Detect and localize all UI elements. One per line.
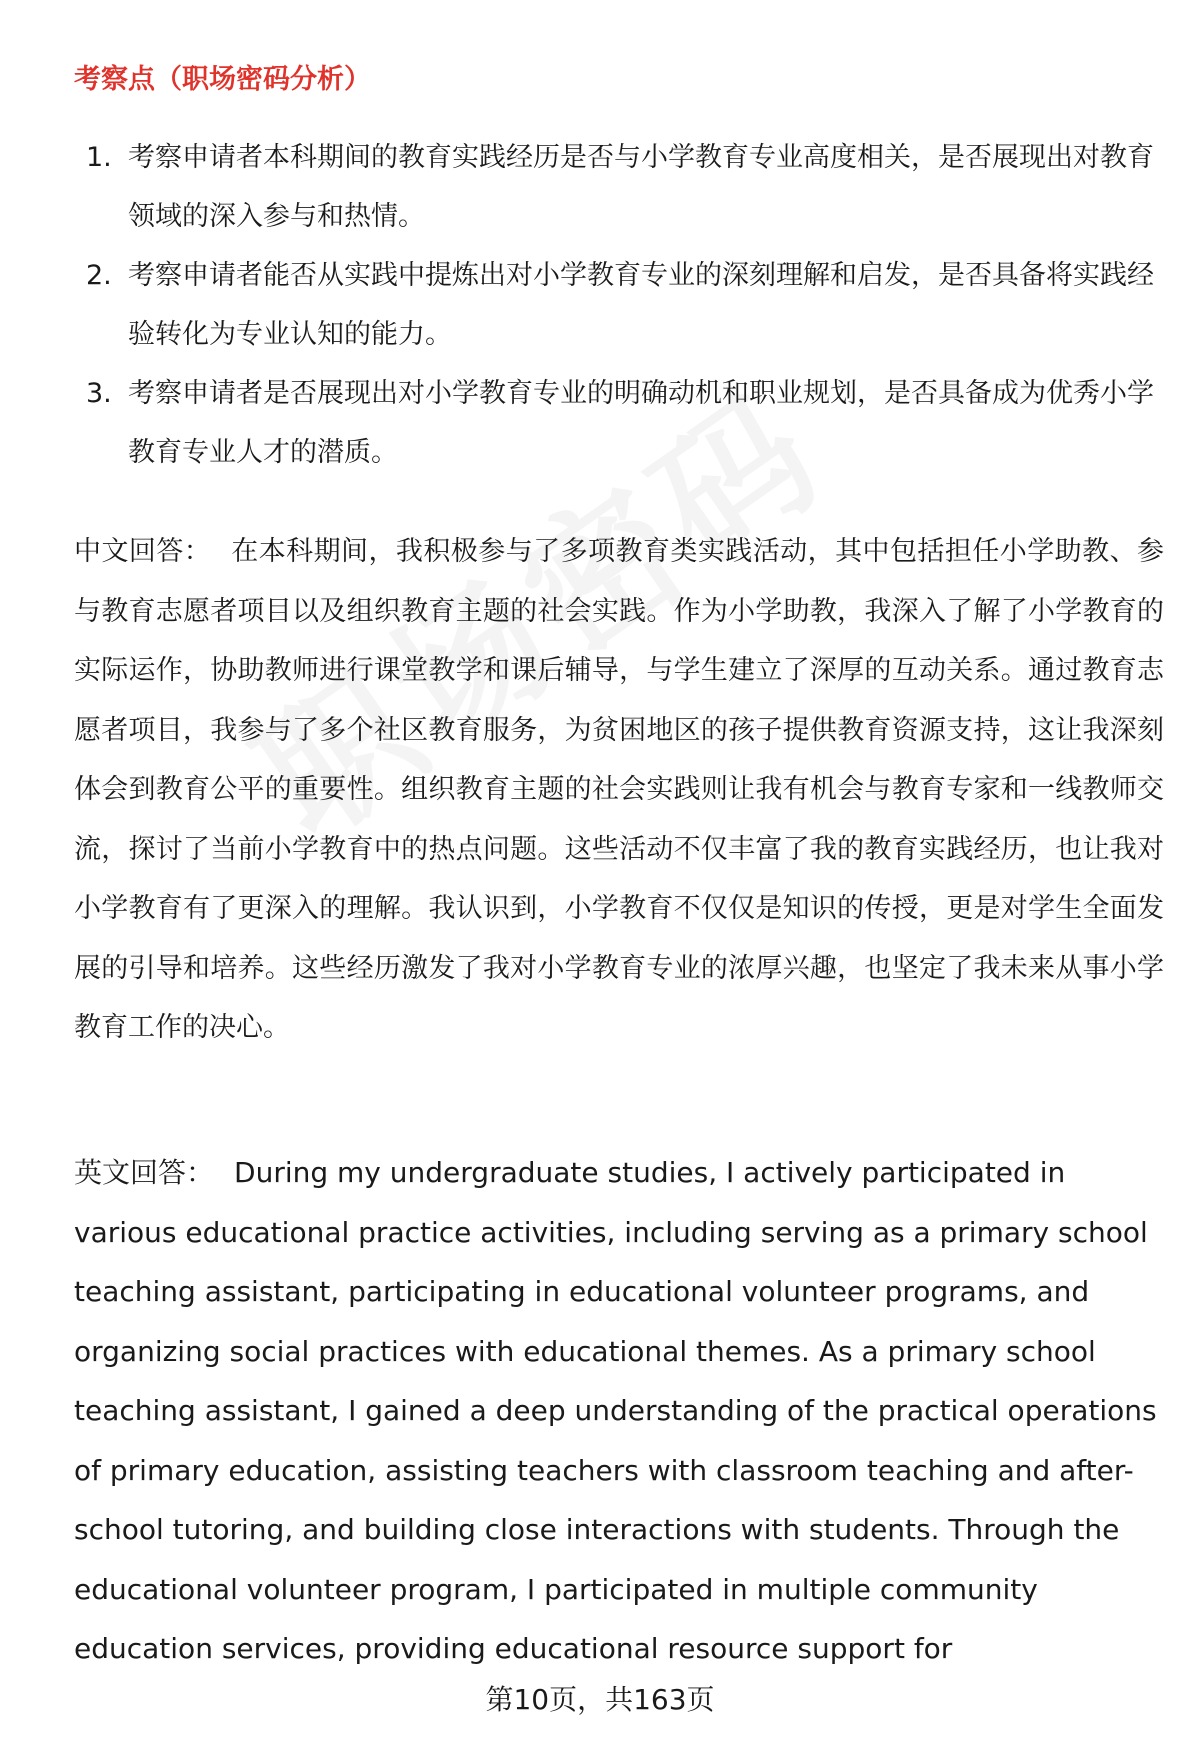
english-answer-text: During my undergraduate studies, I actively participated in various educational practice activities, including serving as a primary school teaching assistant, participating in educational volunteer programs, and organizing social practices with educational themes. As a primary school teaching assistant, I gained a deep understanding of the practical operations of primary education, assisting teachers with classroom teaching and after-school tutoring, and building close interactions with students. Through the educational volunteer program, I participated in multiple community education services, providing educational resource support for	[74, 1156, 1157, 1665]
list-item-number: 2.	[86, 260, 112, 291]
list-item-text: 考察申请者本科期间的教育实践经历是否与小学教育专业高度相关，是否展现出对教育领域的深入参与和热情。	[128, 142, 1154, 232]
list-item-number: 1.	[86, 142, 112, 173]
list-item	[74, 364, 1154, 482]
list-item-text: 考察申请者能否从实践中提炼出对小学教育专业的深刻理解和启发，是否具备将实践经验转化为专业认知的能力。	[128, 260, 1154, 350]
chinese-answer-label: 中文回答：	[74, 536, 212, 567]
english-answer-label: 英文回答：	[74, 1156, 215, 1189]
list-item-text: 考察申请者是否展现出对小学教育专业的明确动机和职业规划，是否具备成为优秀小学教育专业人才的潜质。	[128, 378, 1154, 468]
list-item	[74, 128, 1154, 246]
chinese-answer-paragraph	[74, 522, 1164, 1058]
list-item-number: 3.	[86, 378, 112, 409]
chinese-answer-text: 在本科期间，我积极参与了多项教育类实践活动，其中包括担任小学助教、参与教育志愿者项目以及组织教育主题的社会实践。作为小学助教，我深入了解了小学教育的实际运作，协助教师进行课堂教学和课后辅导，与学生建立了深厚的互动关系。通过教育志愿者项目，我参与了多个社区教育服务，为贫困地区的孩子提供教育资源支持，这让我深刻体会到教育公平的重要性。组织教育主题的社会实践则让我有机会与教育专家和一线教师交流，探讨了当前小学教育中的热点问题。这些活动不仅丰富了我的教育实践经历，也让我对小学教育有了更深入的理解。我认识到，小学教育不仅仅是知识的传授，更是对学生全面发展的引导和培养。这些经历激发了我对小学教育专业的浓厚兴趣，也坚定了我未来从事小学教育工作的决心。	[74, 536, 1165, 1043]
section-title: 考察点（职场密码分析）	[74, 64, 371, 95]
assessment-points-list	[74, 128, 1154, 482]
page-number: 第10页，共163页	[485, 1683, 715, 1716]
page-footer	[0, 1680, 1200, 1720]
list-item	[74, 246, 1154, 364]
english-answer-paragraph	[74, 1143, 1164, 1679]
